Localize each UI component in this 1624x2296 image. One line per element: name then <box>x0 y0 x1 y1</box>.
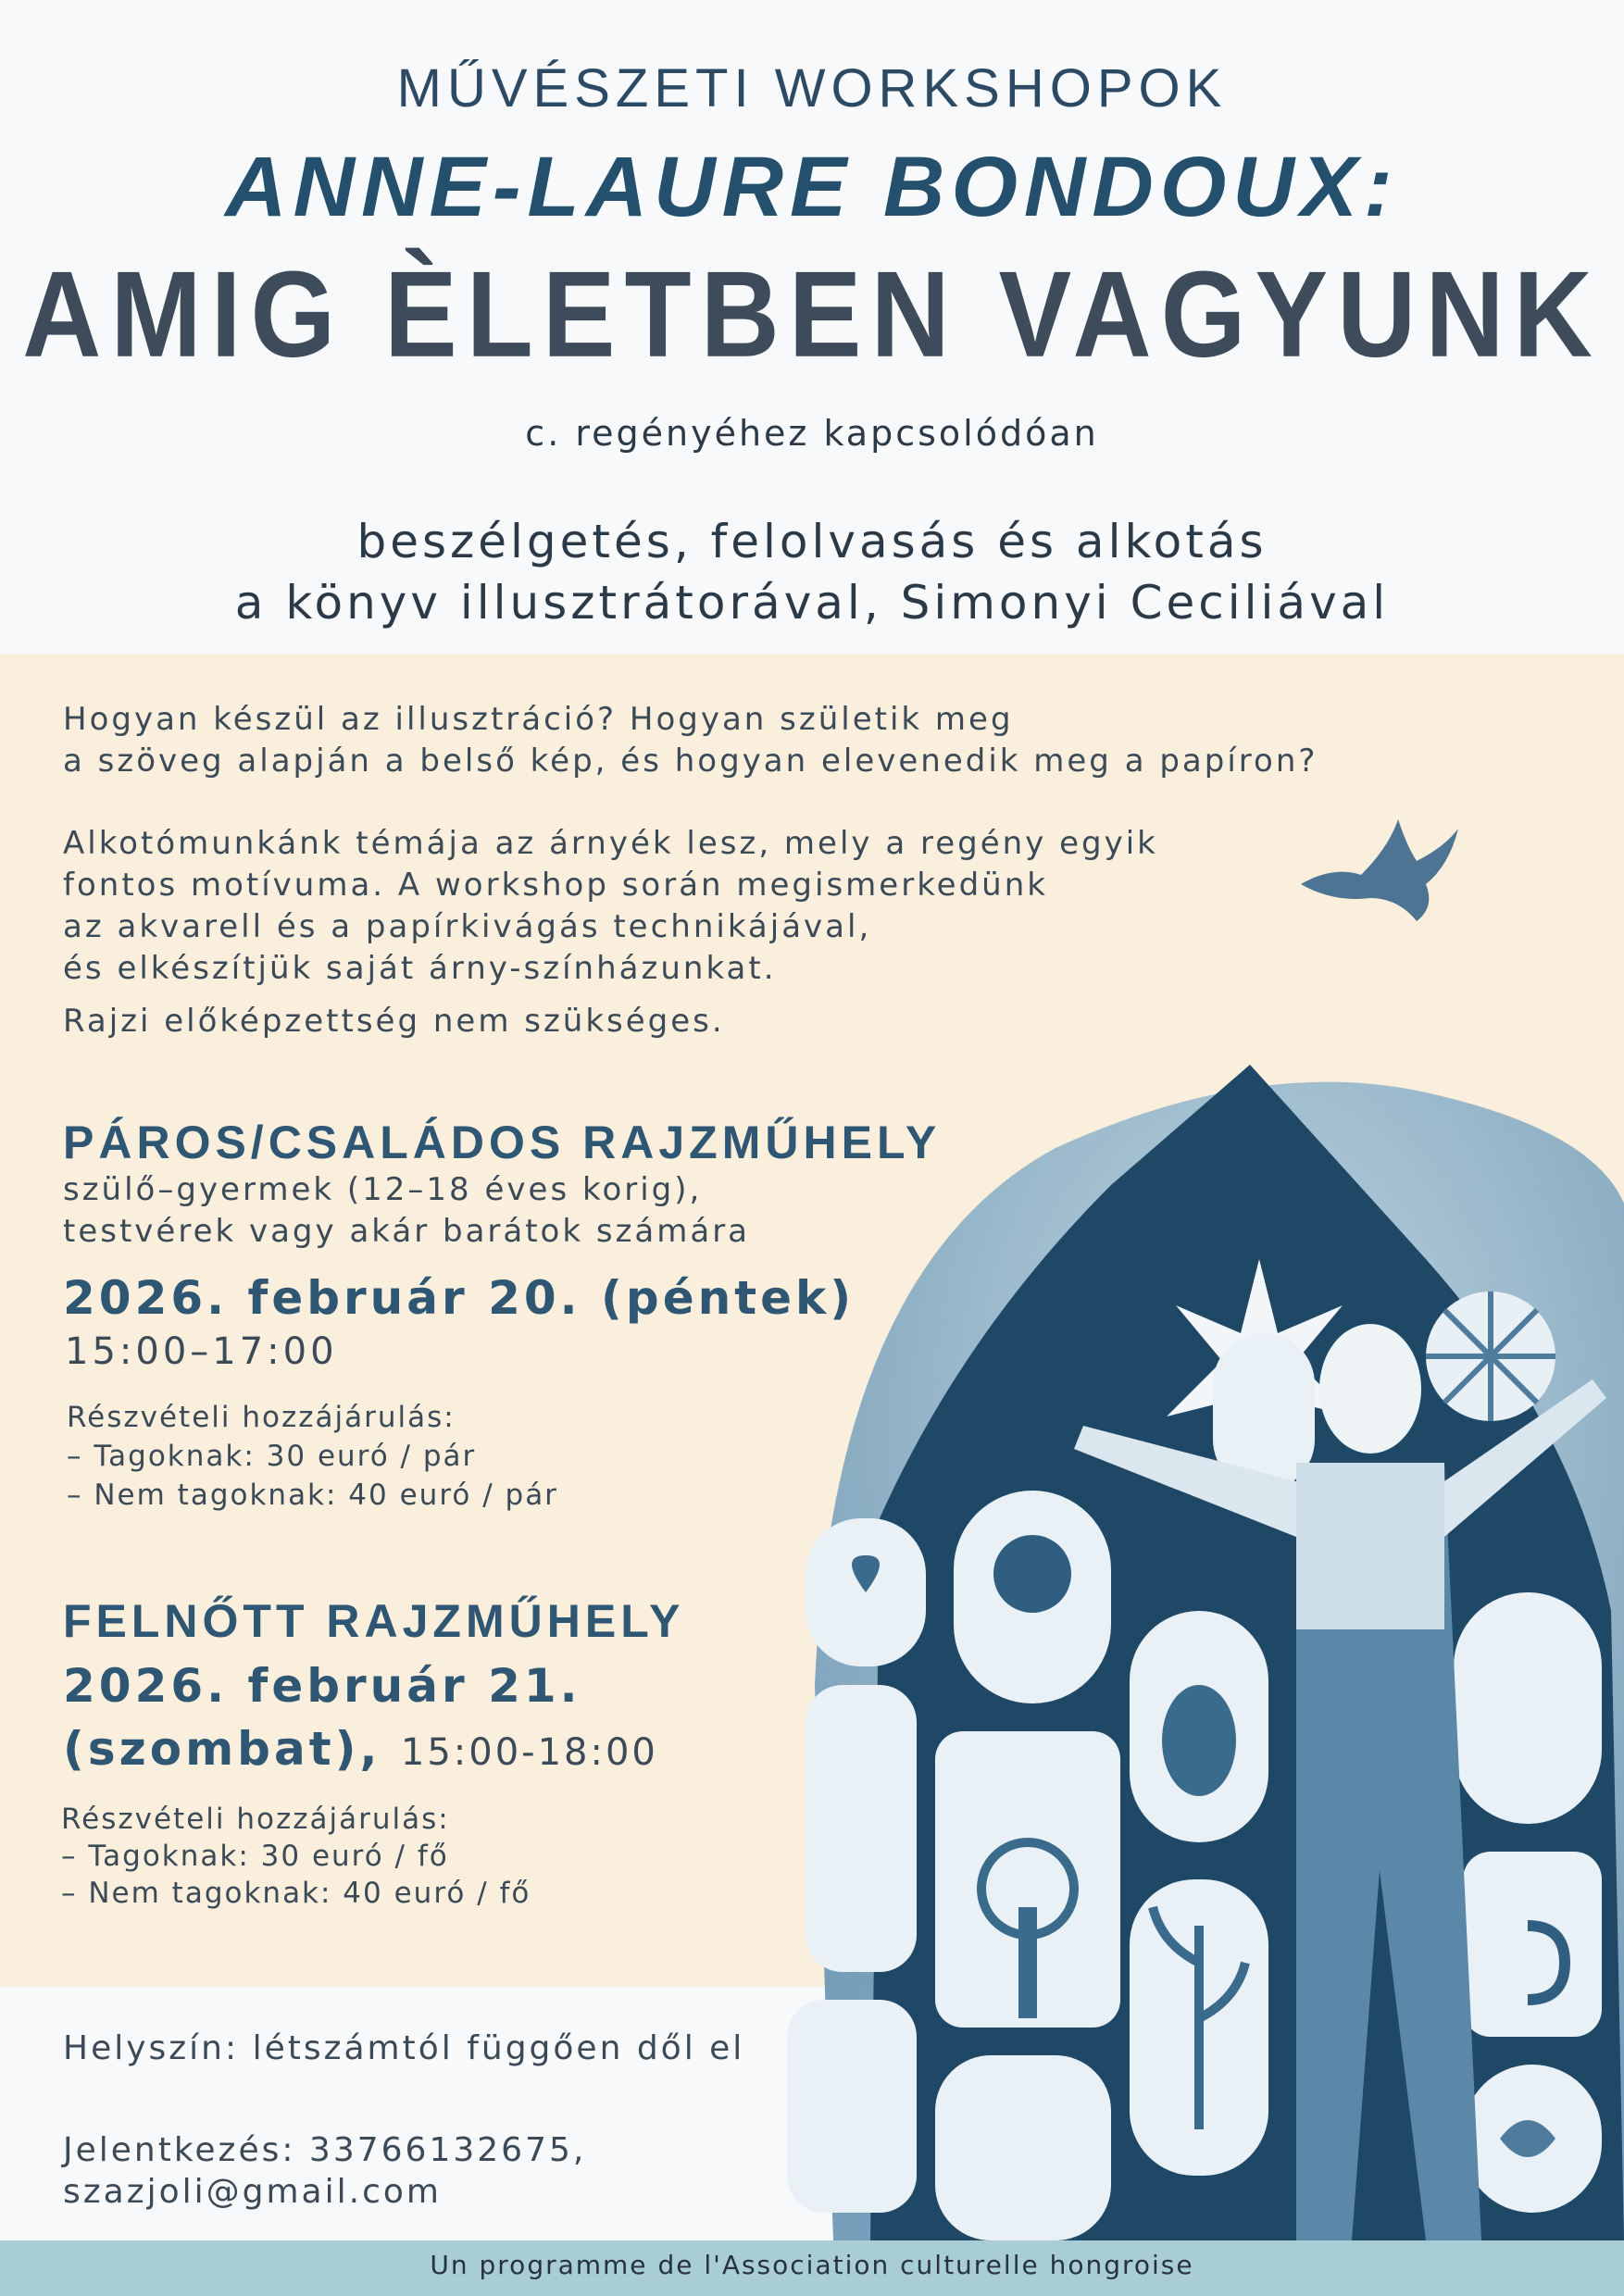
intro-line: Alkotómunkánk témája az árnyék lesz, mely a regény egyik <box>63 825 1158 862</box>
workshop2-time: 15:00-18:00 <box>400 1731 658 1774</box>
intro-line: és elkészítjük saját árny-színházunkat. <box>63 950 777 987</box>
workshop1-fee-label: Részvételi hozzájárulás: <box>67 1401 456 1434</box>
workshop1-time: 15:00–17:00 <box>65 1330 338 1373</box>
location: Helyszín: létszámtól függően dől el <box>63 2029 745 2067</box>
intro-line: fontos motívuma. A workshop során megismerkedünk <box>63 867 1048 904</box>
footer-text: Un programme de l'Association culturelle hongroise <box>430 2250 1194 2280</box>
workshop2-day-text: (szombat), <box>63 1722 381 1776</box>
kicker-heading: MŰVÉSZETI WORKSHOPOK <box>396 58 1228 119</box>
workshop1-fee-nonmember: – Nem tagoknak: 40 euró / pár <box>67 1479 558 1512</box>
subtitle: c. regényéhez kapcsolódóan <box>525 413 1099 454</box>
bird-illustration <box>1296 810 1463 930</box>
tagline-line-2: a könyv illusztrátorával, Simonyi Ceciliával <box>234 576 1390 630</box>
workshop2-fee-nonmember: – Nem tagoknak: 40 euró / fő <box>61 1877 531 1910</box>
author-heading: ANNE-LAURE BONDOUX: <box>225 140 1399 234</box>
workshop1-desc: szülő–gyermek (12–18 éves korig), <box>63 1171 703 1208</box>
workshop1-title: PÁROS/CSALÁDOS RAJZMŰHELY <box>63 1117 942 1168</box>
curtain-house-illustration <box>778 1037 1624 2240</box>
workshop2-date: 2026. február 21. <box>63 1659 581 1713</box>
tagline-line-1: beszélgetés, felolvasás és alkotás <box>356 515 1268 568</box>
workshop1-fee-member: – Tagoknak: 30 euró / pár <box>67 1440 477 1473</box>
workshop1-date: 2026. február 20. (péntek) <box>63 1271 856 1325</box>
intro-line: az akvarell és a papírkivágás technikájával, <box>63 908 872 945</box>
workshop2-title: FELNŐTT RAJZMŰHELY <box>63 1595 685 1647</box>
intro-note: Rajzi előképzettség nem szükséges. <box>63 1003 725 1040</box>
book-title: AMIG ÈLETBEN VAGYUNK <box>22 246 1602 383</box>
intro-line: a szöveg alapján a belső kép, és hogyan elevenedik meg a papíron? <box>63 742 1318 780</box>
workshop2-fee-member: – Tagoknak: 30 euró / fő <box>61 1840 449 1873</box>
workshop1-desc: testvérek vagy akár barátok számára <box>63 1213 751 1250</box>
workshop2-fee-label: Részvételi hozzájárulás: <box>61 1803 450 1836</box>
contact-phone: Jelentkezés: 33766132675, <box>63 2131 587 2169</box>
workshop2-day <box>63 1722 658 1776</box>
intro-line: Hogyan készül az illusztráció? Hogyan születik meg <box>63 701 1014 738</box>
contact-email: szazjoli@gmail.com <box>63 2173 442 2211</box>
